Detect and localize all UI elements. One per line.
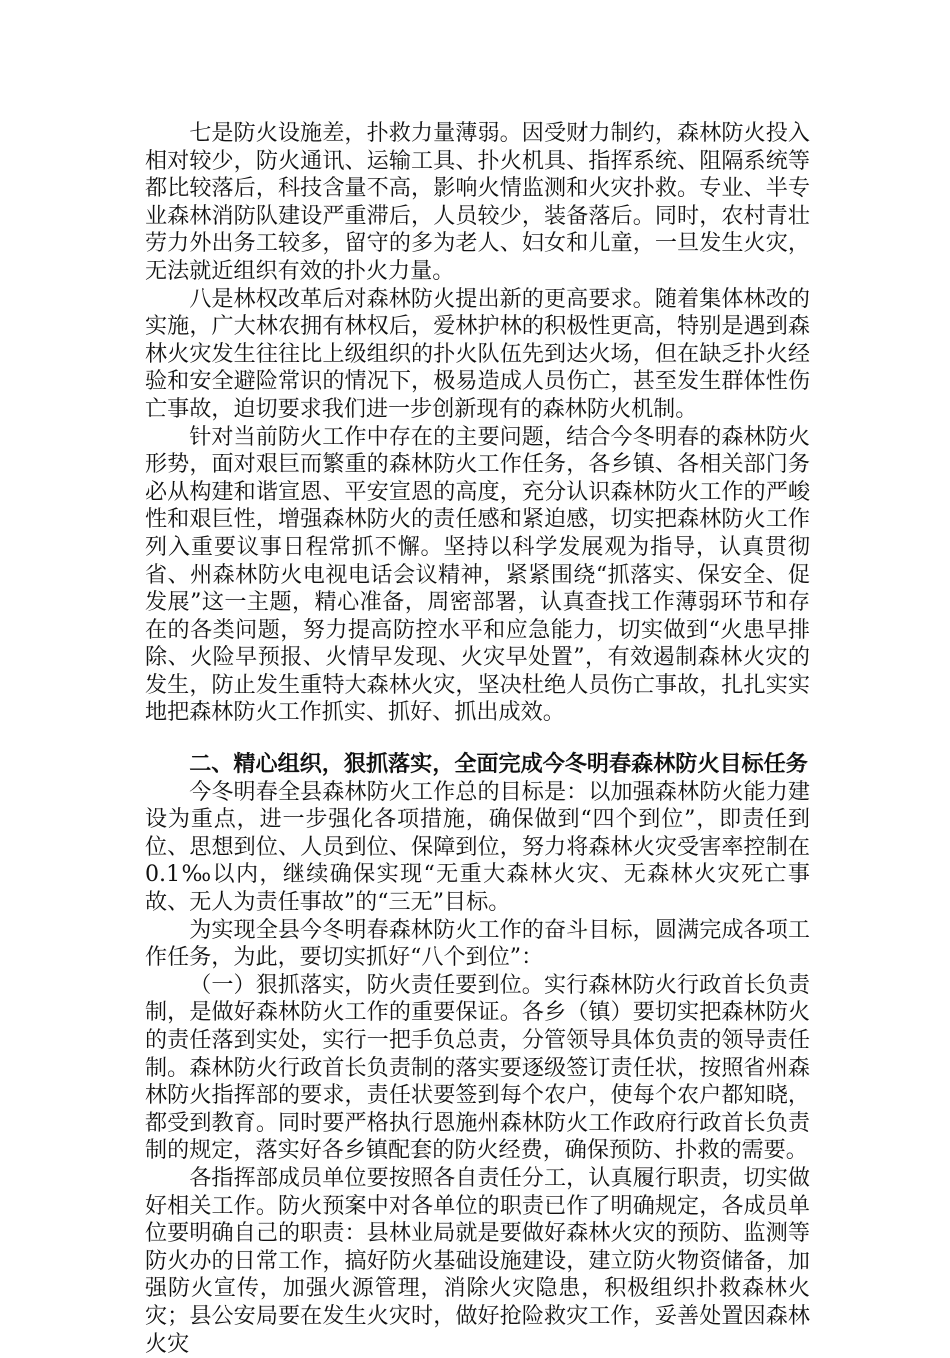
section-heading: 二、精心组织，狠抓落实，全面完成今冬明春森林防火目标任务 <box>189 751 808 778</box>
paragraph-eight-tasks: 为实现全县今冬明春森林防火工作的奋斗目标，圆满完成各项工作任务，为此，要切实抓好“八个到位”： <box>145 916 810 971</box>
paragraph-responsibility: （一）狠抓落实，防火责任要到位。实行森林防火行政首长负责制，是做好森林防火工作的重要保证。各乡（镇）要切实把森林防火的责任落到实处，实行一把手负总责，分管领导具体负责的领导责任制。森林防火行政首长负责制的落实要逐级签订责任状，按照省州森林防火指挥部的要求，责任状要签到每个农户，使每个农户都知晓，都受到教育。同时要严格执行恩施州森林防火工作政府行政首长负责制的规定，落实好各乡镇配套的防火经费，确保预防、扑救的需要。 <box>145 971 810 1164</box>
paragraph-goal: 今冬明春全县森林防火工作总的目标是：以加强森林防火能力建设为重点，进一步强化各项措施，确保做到“四个到位”，即责任到位、思想到位、人员到位、保障到位，努力将森林火灾受害率控制在0.1‰以内，继续确保实现“无重大森林火灾、无森林火灾死亡事故、无人为责任事故”的“三无”目标。 <box>145 778 810 916</box>
document-page <box>145 120 810 1358</box>
paragraph-facilities: 七是防火设施差，扑救力量薄弱。因受财力制约，森林防火投入相对较少，防火通讯、运输工具、扑火机具、指挥系统、阻隔系统等都比较落后，科技含量不高，影响火情监测和火灾扑救。专业、半专业森林消防队建设严重滞后，人员较少，装备落后。同时，农村青壮劳力外出务工较多，留守的多为老人、妇女和儿童，一旦发生火灾，无法就近组织有效的扑火力量。 <box>145 120 810 284</box>
paragraph-member-units: 各指挥部成员单位要按照各自责任分工，认真履行职责，切实做好相关工作。防火预案中对各单位的职责已作了明确规定，各成员单位要明确自己的职责：县林业局就是要做好森林火灾的预防、监测等防火办的日常工作，搞好防火基础设施建设，建立防火物资储备，加强防火宣传，加强火源管理，消除火灾隐患，积极组织扑救森林火灾；县公安局要在发生火灾时，做好抢险救灾工作，妥善处置因森林火灾 <box>145 1164 810 1357</box>
paragraph-response: 针对当前防火工作中存在的主要问题，结合今冬明春的森林防火形势，面对艰巨而繁重的森林防火工作任务，各乡镇、各相关部门务必从构建和谐宣恩、平安宣恩的高度，充分认识森林防火工作的严峻性和艰巨性，增强森林防火的责任感和紧迫感，切实把森林防火工作列入重要议事日程常抓不懈。坚持以科学发展观为指导，认真贯彻省、州森林防火电视电话会议精神，紧紧围绕“抓落实、保安全、促发展”这一主题，精心准备，周密部署，认真查找工作薄弱环节和存在的各类问题，努力提高防控水平和应急能力，切实做到“火患早排除、火险早预报、火情早发现、火灾早处置”，有效遏制森林火灾的发生，防止发生重特大森林火灾，坚决杜绝人员伤亡事故，扎扎实实地把森林防火工作抓实、抓好、抓出成效。 <box>145 423 810 726</box>
paragraph-forest-rights: 八是林权改革后对森林防火提出新的更高要求。随着集体林改的实施，广大林农拥有林权后，爱林护林的积极性更高，特别是遇到森林火灾发生往往比上级组织的扑火队伍先到达火场，但在缺乏扑火经验和安全避险常识的情况下，极易造成人员伤亡，甚至发生群体性伤亡事故，迫切要求我们进一步创新现有的森林防火机制。 <box>145 285 810 422</box>
